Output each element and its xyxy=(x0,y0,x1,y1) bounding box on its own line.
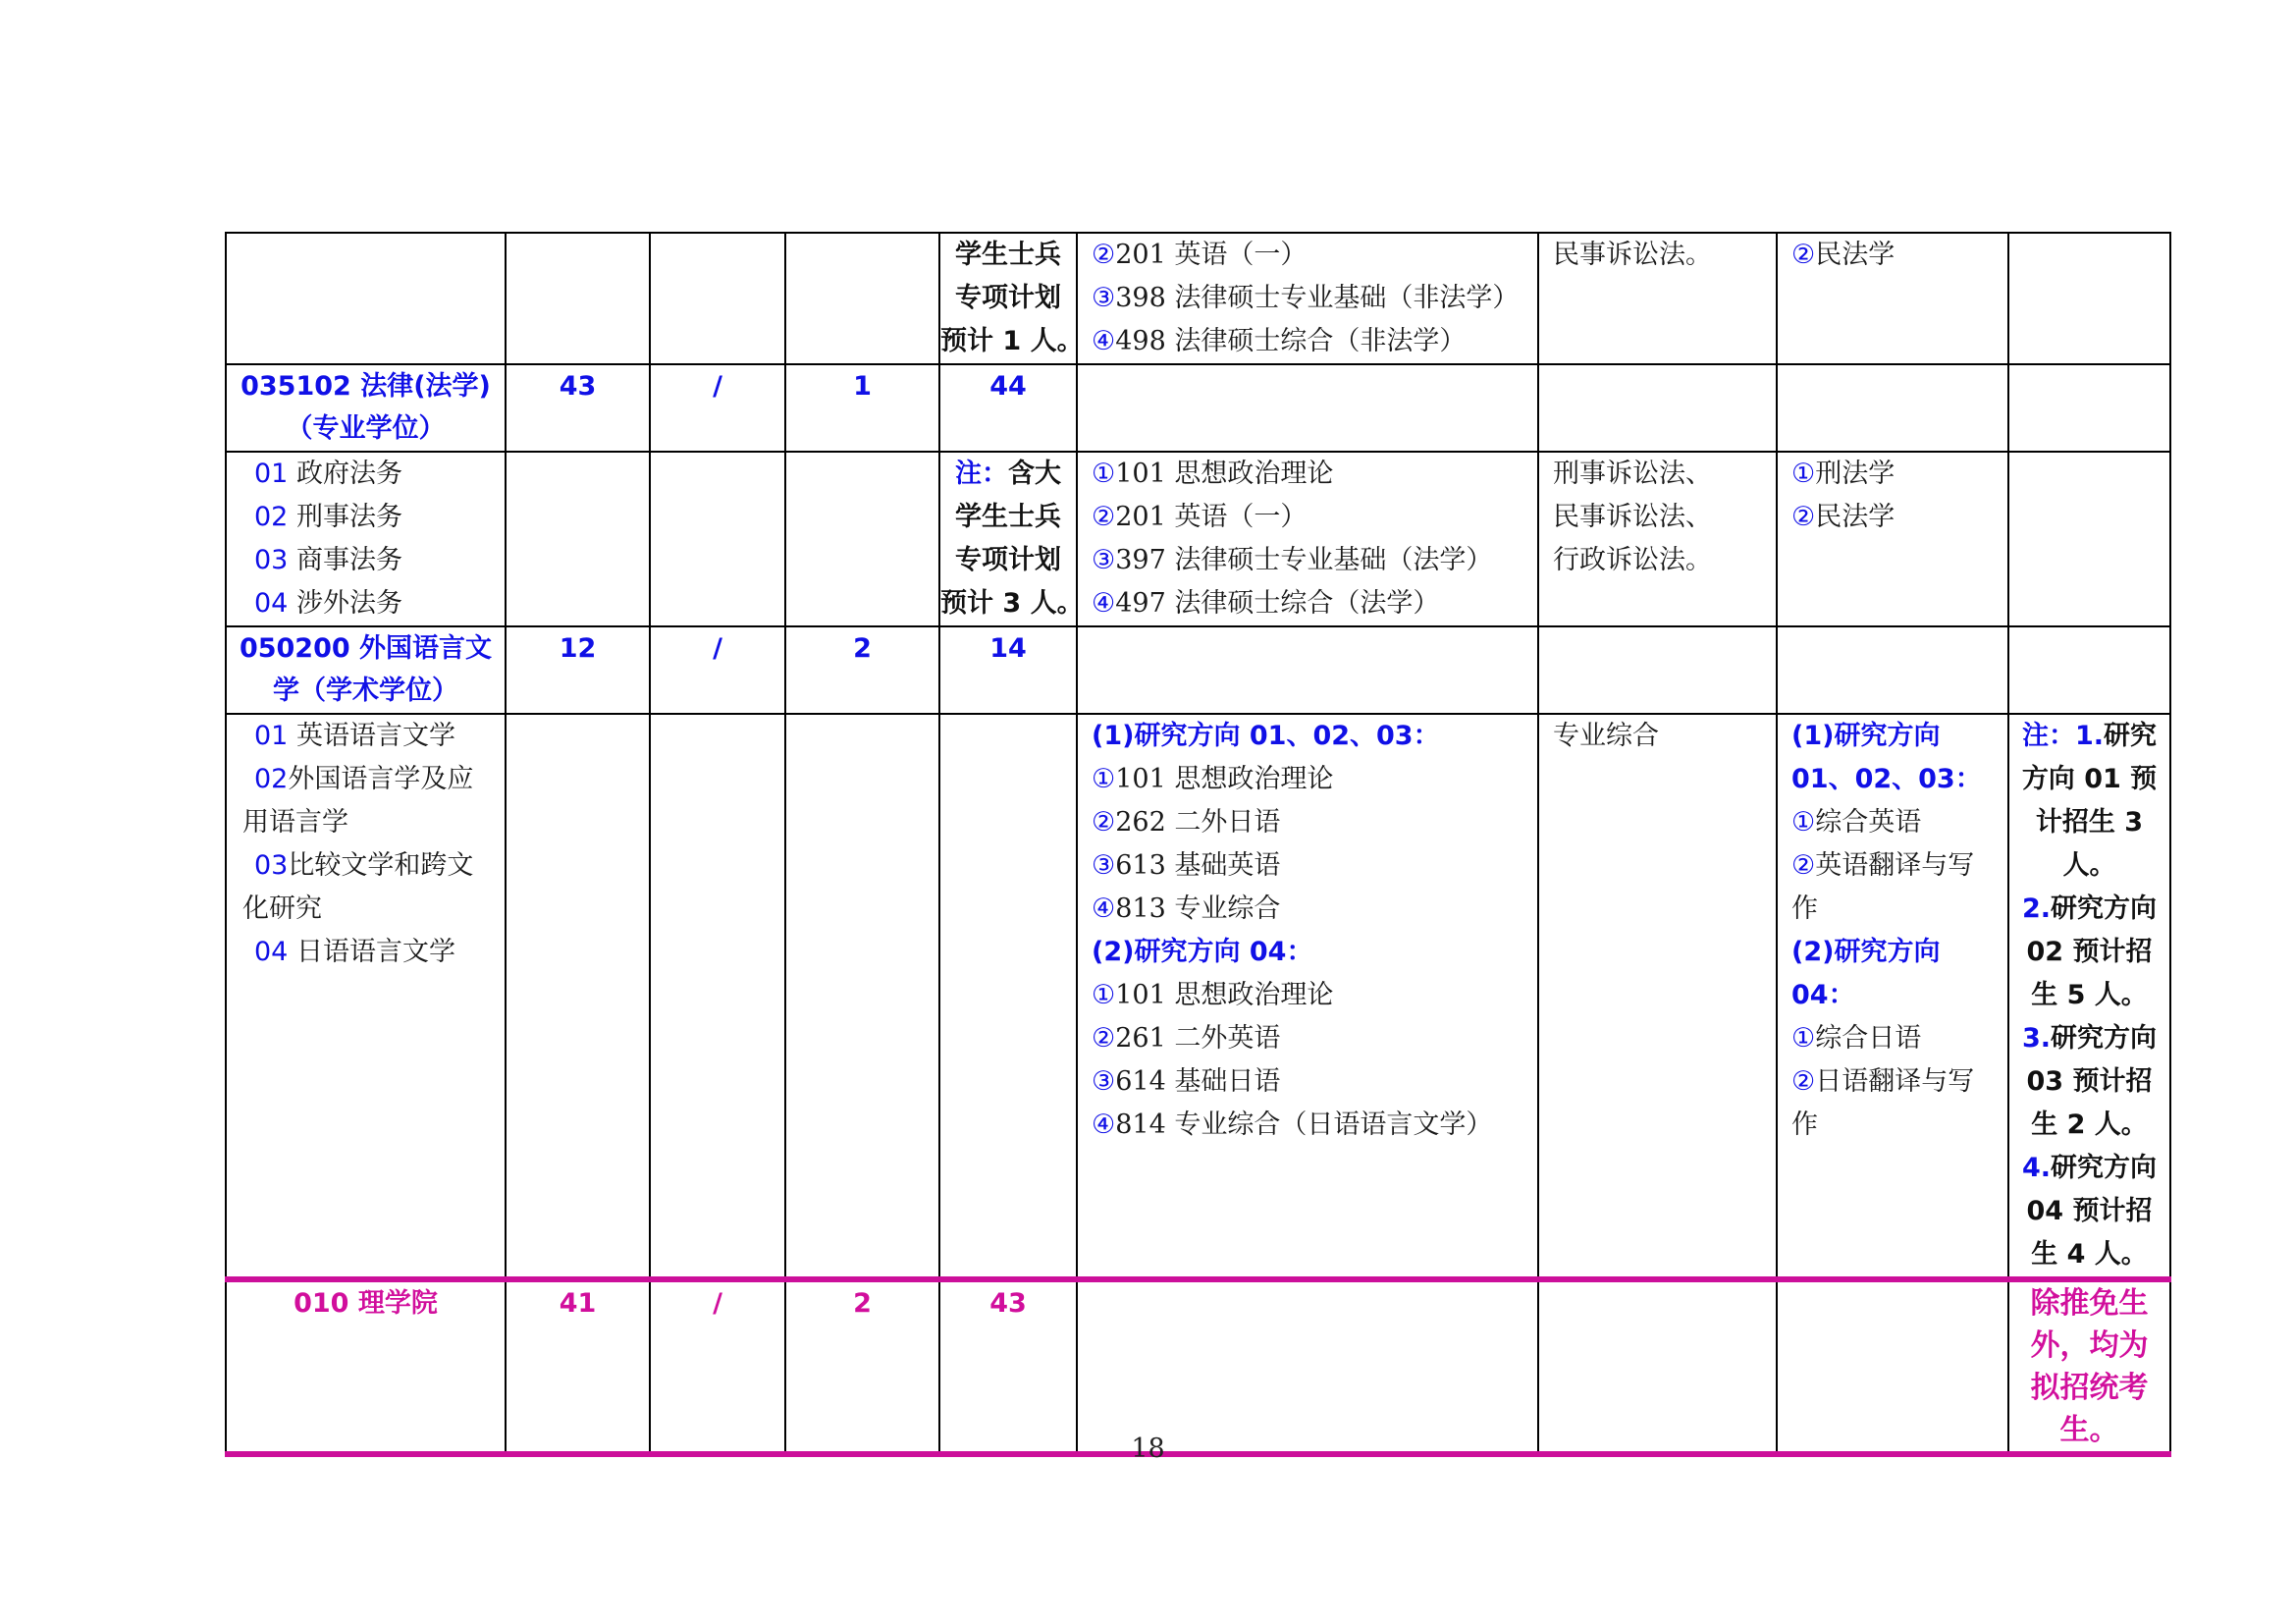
table-row xyxy=(226,1279,2170,1454)
quota-total: 12 xyxy=(506,626,650,714)
direction-item: 03比较文学和跨文化研究 xyxy=(242,850,474,924)
exam-subject: ③397 法律硕士专业基础（法学） xyxy=(1092,545,1493,575)
cell-added xyxy=(1777,714,2008,1279)
exam-subject: ①101 思想政治理论 xyxy=(1092,980,1334,1010)
note-line: 预计 1 人。 xyxy=(940,326,1084,356)
cell-quota xyxy=(506,714,650,1279)
cell-directions xyxy=(226,714,506,1279)
cell-retest xyxy=(1538,714,1777,1279)
added-subject: ②民法学 xyxy=(1791,240,1896,270)
cell-retest xyxy=(1538,626,1777,714)
exam-subject: ③614 基础日语 xyxy=(1092,1066,1281,1097)
cell-exams xyxy=(1077,452,1538,626)
cell-added xyxy=(1777,1279,2008,1454)
added-subject: ①综合日语 xyxy=(1791,1023,1922,1054)
note-line: 专项计划 xyxy=(955,545,1061,575)
page-number: 18 xyxy=(1131,1434,1165,1464)
cell-exams xyxy=(1077,626,1538,714)
remark-item: 2.研究方向 02 预计招生 5 人。 xyxy=(2021,893,2158,1010)
cell-exams xyxy=(1077,364,1538,452)
quota-exempt: / xyxy=(650,1279,785,1454)
retest-subject: 刑事诉讼法、 xyxy=(1553,459,1712,489)
retest-subject: 民事诉讼法、 xyxy=(1553,502,1712,532)
cell-added xyxy=(1777,452,2008,626)
added-subject: ②民法学 xyxy=(1791,502,1896,532)
quota-exempt: / xyxy=(650,626,785,714)
remark-item: 3.研究方向 03 预计招生 2 人。 xyxy=(2021,1023,2158,1140)
direction-item: 04 涉外法务 xyxy=(254,588,402,619)
cell-remark xyxy=(2008,233,2170,364)
exam-subject: ②262 二外日语 xyxy=(1092,807,1281,838)
note-line: 注：含大 xyxy=(955,459,1061,489)
cell-quota xyxy=(506,233,650,364)
cell-retest xyxy=(1538,364,1777,452)
cell-directions xyxy=(226,452,506,626)
enrollment-table xyxy=(225,232,2171,1457)
major-name: 050200 外国语言文 学（学术学位） xyxy=(226,626,506,714)
cell-retest xyxy=(1538,452,1777,626)
exam-group-header: (1)研究方向 01、02、03： xyxy=(1092,721,1440,751)
remark-item: 注：1.研究方向 01 预计招生 3 人。 xyxy=(2021,721,2158,881)
exam-subject: ④497 法律硕士综合（法学） xyxy=(1092,588,1440,619)
cell-remark xyxy=(2008,452,2170,626)
note-line: 学生士兵 xyxy=(955,502,1061,532)
exam-group-header: (2)研究方向 04： xyxy=(1092,937,1313,967)
cell-remark xyxy=(2008,714,2170,1279)
added-subject: ②英语翻译与写作 xyxy=(1791,850,1975,924)
quota-sum: 43 xyxy=(939,1279,1077,1454)
exam-subject: ④814 专业综合（日语语言文学） xyxy=(1092,1110,1493,1140)
note-line: 专项计划 xyxy=(955,283,1061,313)
college-remark: 除推免生外，均为拟招统考生。 xyxy=(2008,1279,2170,1454)
exam-subject: ③398 法律硕士专业基础（非法学） xyxy=(1092,283,1520,313)
note-line: 学生士兵 xyxy=(955,240,1061,270)
direction-item: 01 政府法务 xyxy=(254,459,402,489)
cell-note xyxy=(939,233,1084,364)
cell-remark xyxy=(2008,364,2170,452)
direction-item: 04 日语语言文学 xyxy=(254,937,455,967)
direction-item: 01 英语语言文学 xyxy=(254,721,455,751)
added-group-header: (2)研究方向 04： xyxy=(1791,937,1941,1010)
exam-subject: ③613 基础英语 xyxy=(1092,850,1281,881)
quota-special: 1 xyxy=(785,364,939,452)
direction-item: 02 刑事法务 xyxy=(254,502,402,532)
cell-quota xyxy=(785,714,939,1279)
quota-total: 43 xyxy=(506,364,650,452)
quota-special: 2 xyxy=(785,626,939,714)
cell-retest xyxy=(1538,1279,1777,1454)
retest-subject: 行政诉讼法。 xyxy=(1553,545,1712,575)
exam-subject: ②261 二外英语 xyxy=(1092,1023,1281,1054)
exam-subject: ④498 法律硕士综合（非法学） xyxy=(1092,326,1467,356)
quota-total: 41 xyxy=(506,1279,650,1454)
exam-subject: ①101 思想政治理论 xyxy=(1092,764,1334,794)
direction-item: 03 商事法务 xyxy=(254,545,402,575)
table-row xyxy=(226,452,2170,626)
cell-note xyxy=(939,714,1077,1279)
cell-exams xyxy=(1077,233,1538,364)
quota-special: 2 xyxy=(785,1279,939,1454)
table-row xyxy=(226,714,2170,1279)
cell-retest xyxy=(1538,233,1777,364)
cell-quota xyxy=(785,452,939,626)
cell-name xyxy=(226,233,506,364)
cell-quota xyxy=(650,233,785,364)
cell-quota xyxy=(650,452,785,626)
exam-subject: ④813 专业综合 xyxy=(1092,893,1281,924)
cell-quota xyxy=(506,452,650,626)
note-line: 预计 3 人。 xyxy=(940,588,1084,619)
quota-sum: 44 xyxy=(939,364,1077,452)
cell-remark xyxy=(2008,626,2170,714)
college-name: 010 理学院 xyxy=(226,1279,506,1454)
remark-item: 4.研究方向 04 预计招生 4 人。 xyxy=(2021,1153,2158,1270)
retest-subject: 专业综合 xyxy=(1553,721,1659,751)
cell-exams xyxy=(1077,714,1538,1279)
exam-subject: ②201 英语（一） xyxy=(1092,502,1308,532)
cell-exams xyxy=(1077,1279,1538,1454)
cell-quota xyxy=(650,714,785,1279)
added-subject: ①刑法学 xyxy=(1791,459,1896,489)
quota-sum: 14 xyxy=(939,626,1077,714)
retest-subject: 民事诉讼法。 xyxy=(1553,240,1712,270)
exam-subject: ②201 英语（一） xyxy=(1092,240,1308,270)
major-name: 035102 法律(法学) （专业学位） xyxy=(226,364,506,452)
cell-added xyxy=(1777,364,2008,452)
direction-item: 02外国语言学及应用语言学 xyxy=(242,764,474,838)
exam-subject: ①101 思想政治理论 xyxy=(1092,459,1334,489)
cell-note xyxy=(939,452,1084,626)
quota-exempt: / xyxy=(650,364,785,452)
table-row xyxy=(226,364,2170,452)
table-row xyxy=(226,626,2170,714)
table-row xyxy=(226,233,2170,364)
added-subject: ②日语翻译与写作 xyxy=(1791,1066,1975,1140)
added-subject: ①综合英语 xyxy=(1791,807,1922,838)
cell-added xyxy=(1777,233,2008,364)
cell-added xyxy=(1777,626,2008,714)
cell-quota xyxy=(785,233,939,364)
added-group-header: (1)研究方向 01、02、03： xyxy=(1791,721,1982,794)
